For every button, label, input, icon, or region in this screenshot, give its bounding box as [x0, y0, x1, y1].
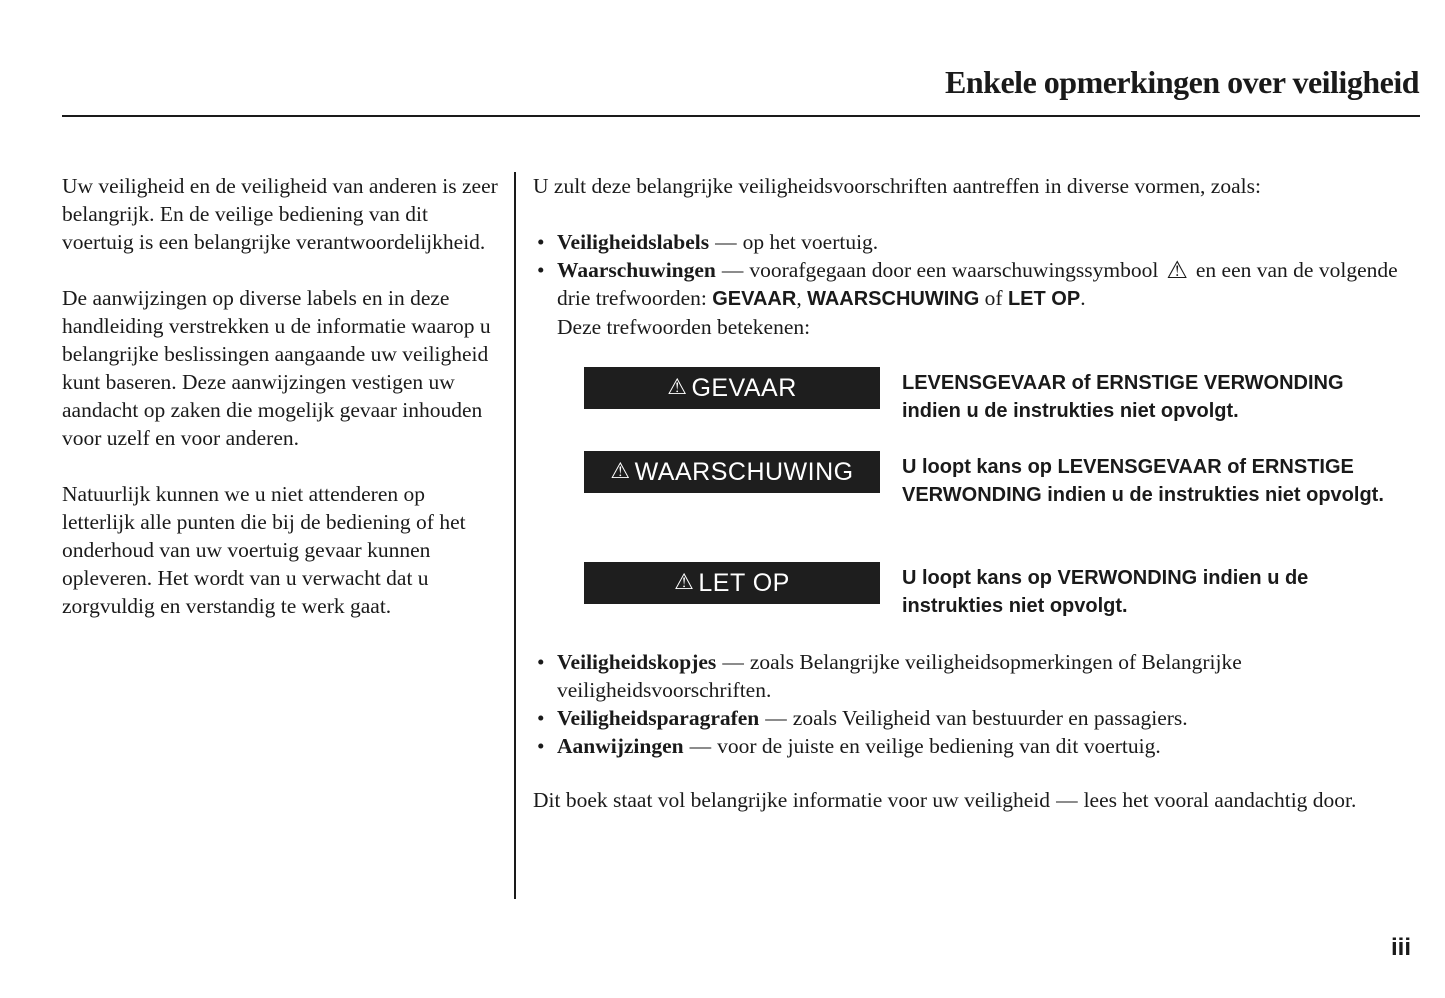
signal-row-let-op: [584, 562, 1424, 620]
bullet-text: zoals Belangrijke veiligheidsopmerkingen of Belangrijke veiligheidsvoorschriften.: [557, 650, 1242, 702]
closing-text: lees het vooral aandachtig door.: [1083, 788, 1357, 812]
bullet-text: zoals Veiligheid van bestuurder en passagiers.: [792, 706, 1188, 730]
keyword-waarschuwing: WAARSCHUWING: [807, 288, 980, 310]
em-dash: —: [722, 650, 744, 674]
list-item: [533, 732, 1423, 760]
closing-text: Dit boek staat vol belangrijke informatie voor uw veiligheid: [533, 788, 1051, 812]
em-dash: —: [1056, 788, 1078, 812]
sentence-period: .: [1080, 286, 1086, 310]
signal-box-let-op: [584, 562, 880, 604]
warning-triangle-icon: ⚠: [674, 570, 695, 595]
signal-description: LEVENSGEVAAR of ERNSTIGE VERWONDING indien u de instrukties niet opvolgt.: [902, 372, 1344, 422]
left-column: [62, 172, 502, 648]
follow-line: Deze trefwoorden betekenen:: [557, 315, 811, 339]
bullet-text: en een van de volgende drie trefwoorden:: [557, 258, 1398, 310]
signal-row-gevaar: [584, 367, 1424, 425]
header-rule: [62, 115, 1420, 117]
intro-text: U zult deze belangrijke veiligheidsvoorschriften aantreffen in diverse vormen, zoals:: [533, 174, 1261, 198]
bullet-text: voor de juiste en veilige bediening van dit voertuig.: [717, 734, 1161, 758]
keyword-separator: ,: [796, 286, 802, 310]
em-dash: —: [689, 734, 712, 758]
bullet-term: Aanwijzingen: [557, 734, 684, 758]
signal-description: U loopt kans op VERWONDING indien u de instrukties niet opvolgt.: [902, 567, 1309, 617]
bullet-term: Veiligheidsparagrafen: [557, 706, 760, 730]
list-item: [533, 228, 1423, 256]
right-column: [533, 172, 1423, 872]
signal-label: WAARSCHUWING: [634, 458, 854, 486]
bullet-list-bottom: [533, 648, 1423, 760]
signal-box-waarschuwing: [584, 451, 880, 493]
warning-triangle-icon: ⚠: [667, 375, 688, 400]
em-dash: —: [715, 230, 737, 254]
bullet-text: voorafgegaan door een waarschuwingssymbool: [749, 258, 1159, 282]
signal-description: U loopt kans op LEVENSGEVAAR of ERNSTIGE VERWONDING indien u de instrukties niet opvolgt.: [902, 456, 1384, 506]
closing-sentence: [533, 786, 1356, 814]
list-item: [533, 256, 1423, 341]
signal-row-waarschuwing: [584, 451, 1424, 509]
left-paragraph-3: Natuurlijk kunnen we u niet attenderen op letterlijk alle punten die bij de bediening of het onderhoud van uw voertuig gevaar kunnen opleveren. Het wordt van u verwacht dat u zorgvuldig en verstandig te werk gaat.: [62, 482, 466, 618]
list-item: [533, 648, 1423, 704]
signal-box-gevaar: [584, 367, 880, 409]
em-dash: —: [721, 258, 744, 282]
page-number: iii: [1390, 934, 1411, 961]
bullet-text: op het voertuig.: [742, 230, 879, 254]
or-word: of: [984, 286, 1003, 310]
signal-label: GEVAAR: [691, 374, 797, 402]
left-paragraph-1: Uw veiligheid en de veiligheid van anderen is zeer belangrijk. En de veilige bediening van dit voertuig is een belangrijke verantwoordelijkheid.: [62, 174, 498, 254]
page-header-title: Enkele opmerkingen over veiligheid: [945, 64, 1419, 100]
warning-triangle-icon: ⚠: [1166, 256, 1188, 284]
signal-label: LET OP: [698, 569, 790, 597]
keyword-gevaar: GEVAAR: [712, 288, 797, 310]
bullet-term: Veiligheidslabels: [557, 230, 710, 254]
bullet-list-top: [533, 228, 1423, 341]
em-dash: —: [765, 706, 787, 730]
left-paragraph-2: De aanwijzingen op diverse labels en in deze handleiding verstrekken u de informatie waarop u belangrijke beslissingen aangaande uw veiligheid kunt baseren. Deze aanwijzingen vestigen uw aandacht op zaken die mogelijk gevaar inhouden voor uzelf en voor anderen.: [62, 286, 491, 450]
bullet-term: Veiligheidskopjes: [557, 650, 717, 674]
list-item: [533, 704, 1423, 732]
bullet-term: Waarschuwingen: [557, 258, 716, 282]
keyword-let-op: LET OP: [1007, 288, 1081, 310]
warning-triangle-icon: ⚠: [610, 459, 631, 484]
column-divider: [514, 172, 516, 899]
